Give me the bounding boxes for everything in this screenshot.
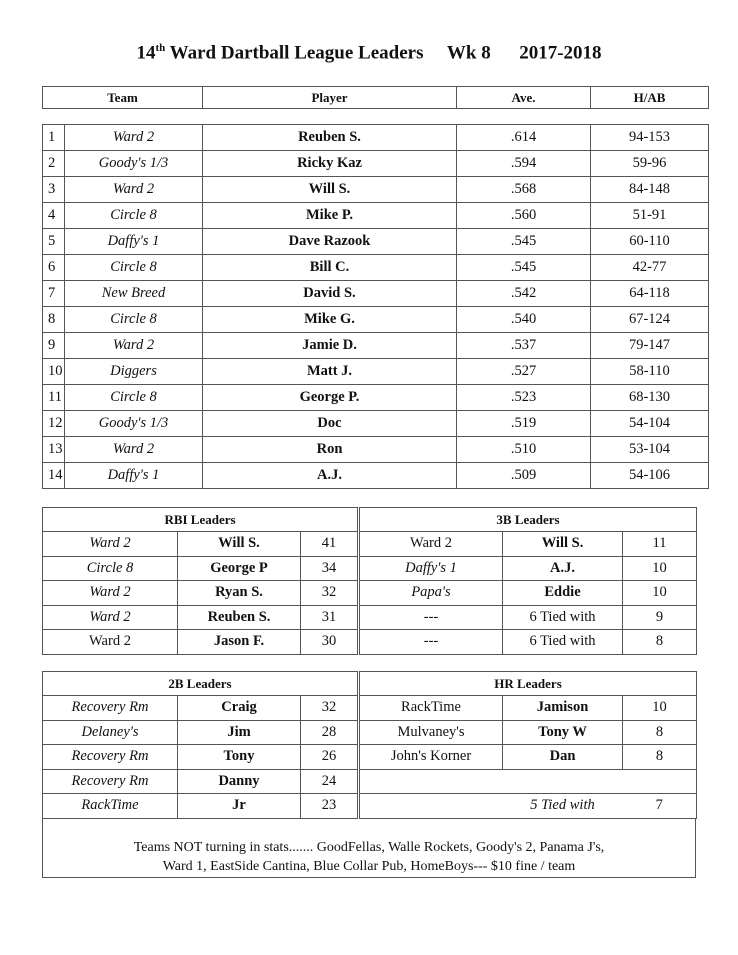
player-cell: Ricky Kaz	[203, 151, 457, 177]
player-cell: Eddie	[503, 581, 623, 606]
team-cell: Ward 2	[359, 532, 503, 557]
player-cell: George P	[178, 556, 301, 581]
rank-cell: 11	[43, 385, 65, 411]
table-row	[43, 630, 697, 655]
player-cell	[503, 769, 623, 794]
hits-at-bats-cell: 51-91	[591, 203, 709, 229]
count-cell: 28	[301, 720, 359, 745]
player-cell: Reuben S.	[178, 605, 301, 630]
average-cell: .560	[457, 203, 591, 229]
team-cell: ---	[359, 605, 503, 630]
fine-notice-line-2: Ward 1, EastSide Cantina, Blue Collar Pub, HomeBoys--- $10 fine / team	[162, 859, 576, 874]
table-row	[43, 794, 697, 819]
table-row	[43, 556, 697, 581]
count-cell: 8	[623, 630, 697, 655]
team-cell: Ward 2	[65, 333, 203, 359]
table-row	[43, 307, 709, 333]
hits-at-bats-cell: 79-147	[591, 333, 709, 359]
player-cell: Jr	[178, 794, 301, 819]
3b-leaders-title: 3B Leaders	[359, 508, 697, 532]
column-header-team: Team	[43, 87, 203, 109]
rank-cell: 13	[43, 437, 65, 463]
rank-cell: 8	[43, 307, 65, 333]
player-cell: Jamison	[503, 696, 623, 721]
player-cell: Ron	[203, 437, 457, 463]
hits-at-bats-cell: 53-104	[591, 437, 709, 463]
table-row	[43, 463, 709, 489]
player-cell: Mike P.	[203, 203, 457, 229]
team-cell: Delaney's	[43, 720, 178, 745]
table-row	[43, 411, 709, 437]
team-cell: Ward 2	[43, 605, 178, 630]
team-cell: Circle 8	[65, 307, 203, 333]
table-row	[43, 385, 709, 411]
rank-cell: 12	[43, 411, 65, 437]
player-cell: Ryan S.	[178, 581, 301, 606]
rank-cell: 6	[43, 255, 65, 281]
team-cell: RackTime	[43, 794, 178, 819]
count-cell: 10	[623, 556, 697, 581]
page-title: 14th Ward Dartball League Leaders Wk 8 2017-2018	[136, 42, 602, 64]
rank-cell: 3	[43, 177, 65, 203]
hits-at-bats-cell: 60-110	[591, 229, 709, 255]
table-row	[43, 745, 697, 770]
rank-cell: 9	[43, 333, 65, 359]
count-cell: 26	[301, 745, 359, 770]
player-cell: Bill C.	[203, 255, 457, 281]
player-cell: Tony	[178, 745, 301, 770]
table-row	[43, 769, 697, 794]
team-cell	[359, 769, 503, 794]
player-cell: Tony W	[503, 720, 623, 745]
team-cell: Circle 8	[65, 385, 203, 411]
count-cell: 8	[623, 720, 697, 745]
table-row	[43, 359, 709, 385]
table-row	[43, 125, 709, 151]
player-cell: Jim	[178, 720, 301, 745]
average-cell: .540	[457, 307, 591, 333]
team-cell: Circle 8	[43, 556, 178, 581]
count-cell: 10	[623, 696, 697, 721]
table-row	[43, 333, 709, 359]
team-cell: Ward 2	[65, 177, 203, 203]
rank-cell: 10	[43, 359, 65, 385]
2b-hr-table	[42, 671, 697, 819]
column-header-ave: Ave.	[457, 87, 591, 109]
player-cell: A.J.	[503, 556, 623, 581]
rank-cell: 5	[43, 229, 65, 255]
player-cell: Will S.	[178, 532, 301, 557]
hits-at-bats-cell: 54-106	[591, 463, 709, 489]
hr-leaders-title: HR Leaders	[359, 672, 697, 696]
team-cell: John's Korner	[359, 745, 503, 770]
team-cell: Daffy's 1	[359, 556, 503, 581]
fine-notice	[42, 818, 696, 878]
hits-at-bats-cell: 67-124	[591, 307, 709, 333]
team-cell	[359, 794, 503, 819]
average-cell: .537	[457, 333, 591, 359]
count-cell: 30	[301, 630, 359, 655]
player-cell: George P.	[203, 385, 457, 411]
team-cell: Mulvaney's	[359, 720, 503, 745]
player-cell: Will S.	[203, 177, 457, 203]
table-row	[43, 437, 709, 463]
rbi-3b-table	[42, 507, 697, 655]
player-cell: Danny	[178, 769, 301, 794]
table-row	[43, 151, 709, 177]
hits-at-bats-cell: 68-130	[591, 385, 709, 411]
fine-notice-line-1: Teams NOT turning in stats....... GoodFellas, Walle Rockets, Goody's 2, Panama J's,	[133, 840, 605, 855]
count-cell: 11	[623, 532, 697, 557]
rank-cell: 4	[43, 203, 65, 229]
leaders-header	[42, 86, 709, 109]
player-cell: Matt J.	[203, 359, 457, 385]
team-cell: Recovery Rm	[43, 745, 178, 770]
average-cell: .510	[457, 437, 591, 463]
table-row	[43, 605, 697, 630]
column-header-hab: H/AB	[591, 87, 709, 109]
team-cell: Diggers	[65, 359, 203, 385]
player-cell: 6 Tied with	[503, 630, 623, 655]
player-cell: A.J.	[203, 463, 457, 489]
count-cell: 24	[301, 769, 359, 794]
player-cell: David S.	[203, 281, 457, 307]
average-cell: .545	[457, 255, 591, 281]
rank-cell: 2	[43, 151, 65, 177]
count-cell: 41	[301, 532, 359, 557]
count-cell: 9	[623, 605, 697, 630]
table-row	[43, 281, 709, 307]
count-cell: 32	[301, 696, 359, 721]
player-cell: 5 Tied with	[503, 794, 623, 819]
2b-leaders-title: 2B Leaders	[43, 672, 359, 696]
average-cell: .542	[457, 281, 591, 307]
player-cell: Craig	[178, 696, 301, 721]
rank-cell: 7	[43, 281, 65, 307]
average-cell: .594	[457, 151, 591, 177]
team-cell: Ward 2	[43, 532, 178, 557]
count-cell: 31	[301, 605, 359, 630]
team-cell: Recovery Rm	[43, 696, 178, 721]
team-cell: Circle 8	[65, 203, 203, 229]
team-cell: Daffy's 1	[65, 463, 203, 489]
team-cell: Ward 2	[65, 437, 203, 463]
count-cell: 7	[623, 794, 697, 819]
average-cell: .568	[457, 177, 591, 203]
table-row	[43, 229, 709, 255]
hits-at-bats-cell: 94-153	[591, 125, 709, 151]
hits-at-bats-cell: 58-110	[591, 359, 709, 385]
team-cell: Daffy's 1	[65, 229, 203, 255]
table-row	[43, 532, 697, 557]
rank-cell: 1	[43, 125, 65, 151]
player-cell: Will S.	[503, 532, 623, 557]
count-cell: 10	[623, 581, 697, 606]
table-row	[43, 720, 697, 745]
average-cell: .527	[457, 359, 591, 385]
hits-at-bats-cell: 84-148	[591, 177, 709, 203]
team-cell: Ward 2	[43, 630, 178, 655]
team-cell: New Breed	[65, 281, 203, 307]
rank-cell: 14	[43, 463, 65, 489]
count-cell	[623, 769, 697, 794]
player-cell: Dan	[503, 745, 623, 770]
team-cell: Goody's 1/3	[65, 151, 203, 177]
hits-at-bats-cell: 54-104	[591, 411, 709, 437]
average-cell: .509	[457, 463, 591, 489]
team-cell: Recovery Rm	[43, 769, 178, 794]
team-cell: Ward 2	[65, 125, 203, 151]
table-row	[43, 177, 709, 203]
hits-at-bats-cell: 42-77	[591, 255, 709, 281]
player-cell: Jamie D.	[203, 333, 457, 359]
average-cell: .523	[457, 385, 591, 411]
batting-leaders-table	[42, 124, 709, 489]
player-cell: Doc	[203, 411, 457, 437]
count-cell: 34	[301, 556, 359, 581]
average-cell: .519	[457, 411, 591, 437]
team-cell: Ward 2	[43, 581, 178, 606]
team-cell: RackTime	[359, 696, 503, 721]
player-cell: Jason F.	[178, 630, 301, 655]
count-cell: 23	[301, 794, 359, 819]
rbi-leaders-title: RBI Leaders	[43, 508, 359, 532]
table-row	[43, 581, 697, 606]
player-cell: 6 Tied with	[503, 605, 623, 630]
hits-at-bats-cell: 59-96	[591, 151, 709, 177]
team-cell: Papa's	[359, 581, 503, 606]
team-cell: Circle 8	[65, 255, 203, 281]
table-row	[43, 203, 709, 229]
average-cell: .545	[457, 229, 591, 255]
team-cell: ---	[359, 630, 503, 655]
table-row	[43, 696, 697, 721]
table-row	[43, 255, 709, 281]
column-header-player: Player	[203, 87, 457, 109]
average-cell: .614	[457, 125, 591, 151]
count-cell: 32	[301, 581, 359, 606]
player-cell: Reuben S.	[203, 125, 457, 151]
player-cell: Dave Razook	[203, 229, 457, 255]
count-cell: 8	[623, 745, 697, 770]
player-cell: Mike G.	[203, 307, 457, 333]
team-cell: Goody's 1/3	[65, 411, 203, 437]
hits-at-bats-cell: 64-118	[591, 281, 709, 307]
